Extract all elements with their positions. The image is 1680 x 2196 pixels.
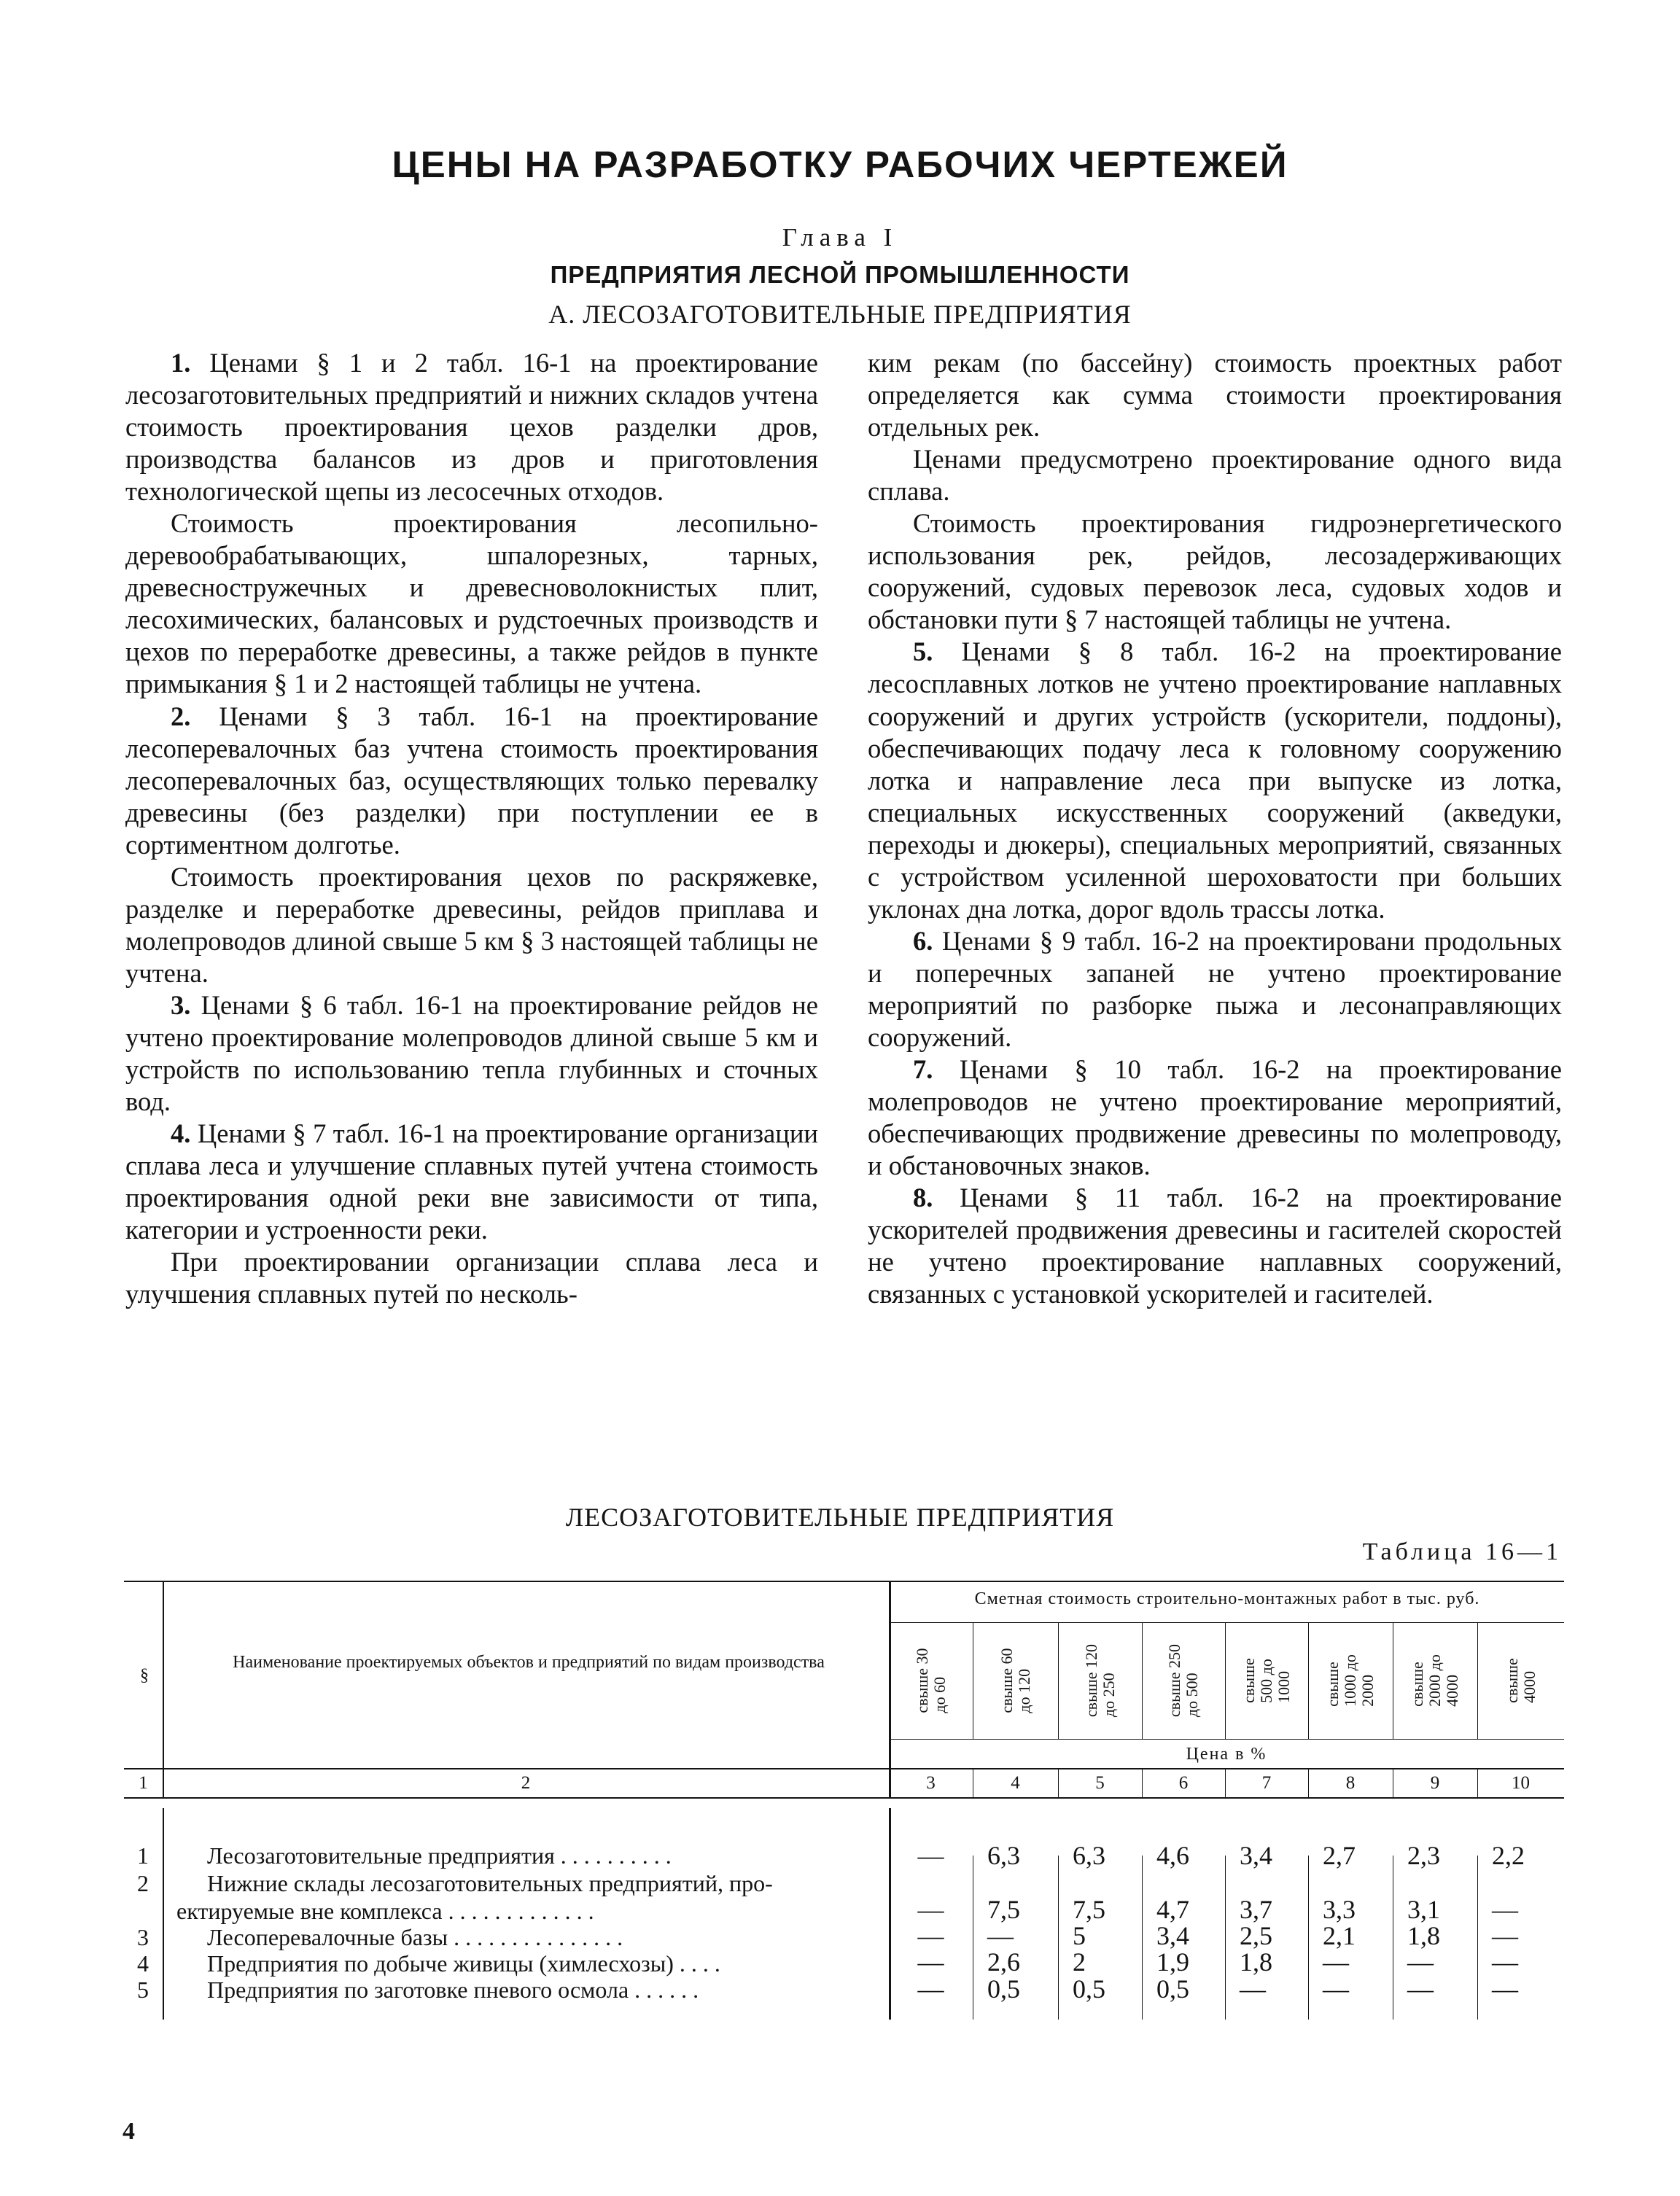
paragraph-number: 5. xyxy=(913,636,933,667)
column-number: 7 xyxy=(1261,1773,1272,1793)
price-value: — xyxy=(1240,1974,1266,2004)
cost-range-header: свыше 30 до 60 xyxy=(912,1648,949,1713)
table-rule xyxy=(889,1581,891,1797)
row-number: 4 xyxy=(137,1950,149,1977)
table-rule xyxy=(163,1808,164,2020)
price-value: 6,3 xyxy=(987,1841,1020,1870)
price-value: 1,8 xyxy=(1240,1947,1272,1977)
price-value: 6,3 xyxy=(1073,1841,1105,1870)
paragraph-number: 8. xyxy=(913,1183,933,1213)
price-value: 3,1 xyxy=(1407,1895,1440,1924)
row-number: 5 xyxy=(137,1977,149,2003)
price-value: 1,8 xyxy=(1407,1921,1440,1950)
price-value: 0,5 xyxy=(1073,1974,1105,2004)
price-value: — xyxy=(1492,1895,1518,1924)
cost-range-header: свыше 4000 xyxy=(1502,1658,1539,1703)
paragraph-header: § xyxy=(140,1666,149,1685)
paragraph-text: Ценами § 9 табл. 16-2 на проектировани продольных и поперечных запаней не учтено проектирование мероприятий по разборке пыжа и лесонаправляющих сооружений. xyxy=(868,925,1562,1052)
paragraph xyxy=(868,636,1562,924)
cost-range-header: свыше 2000 до 4000 xyxy=(1408,1654,1461,1707)
price-value: 3,4 xyxy=(1240,1841,1272,1870)
price-value: 4,7 xyxy=(1156,1895,1189,1924)
cost-range-header: свыше 60 до 120 xyxy=(997,1648,1033,1713)
paragraph-text: Ценами § 7 табл. 16-1 на проектирование организации сплава леса и улучшение сплавных путей учтена стоимость проектирования одной реки вне зависимости от типа, категории и устроенности реки. xyxy=(125,1118,818,1245)
paragraph xyxy=(868,347,1562,443)
column-number: 3 xyxy=(926,1773,936,1793)
price-value: 2,5 xyxy=(1240,1921,1272,1950)
paragraph xyxy=(868,925,1562,1054)
cost-range-header: свыше 1000 до 2000 xyxy=(1323,1654,1377,1707)
price-label: Цена в % xyxy=(1186,1745,1267,1764)
paragraph-text: При проектировании организации сплава леса и улучшения сплавных путей по несколь- xyxy=(125,1247,818,1309)
column-number: 2 xyxy=(521,1773,531,1793)
price-value: — xyxy=(917,1895,944,1924)
price-value: — xyxy=(1323,1974,1349,2004)
section-title: ПРЕДПРИЯТИЯ ЛЕСНОЙ ПРОМЫШЛЕННОСТИ xyxy=(550,261,1130,288)
paragraph-number: 1. xyxy=(171,348,191,378)
cost-range-header: свыше 250 до 500 xyxy=(1165,1643,1201,1718)
paragraph-number: 2. xyxy=(171,701,191,731)
price-value: — xyxy=(1492,1921,1518,1950)
paragraph-text: Ценами § 10 табл. 16-2 на проектирование молепроводов не учтено проектирование мероприятий, обеспечивающих продвижение древесины по молепроводу, и обстановочных знаков. xyxy=(868,1054,1562,1181)
price-value: 7,5 xyxy=(987,1895,1020,1924)
price-value: 3,7 xyxy=(1240,1895,1272,1924)
price-value: 5 xyxy=(1073,1921,1086,1950)
paragraph-number: 6. xyxy=(913,925,933,956)
paragraph-text: Ценами § 8 табл. 16-2 на проектирование лесосплавных лотков не учтено проектирование наплавных сооружений и других устройств (ускорители, поддоны), обеспечивающих подачу леса к головному сооружению лотка и направление леса при выпуске из лотка, специальных искусственных сооружений (акведуки, переходы и дюкеры), специальных мероприятий, связанных с устройством усиленной шероховатости при больших уклонах дна лотка, дорог вдоль трассы лотка. xyxy=(868,636,1562,924)
price-value: 2,6 xyxy=(987,1947,1020,1977)
price-value: — xyxy=(917,1921,944,1950)
paragraph-number: 4. xyxy=(171,1118,191,1149)
price-value: — xyxy=(1407,1974,1434,2004)
price-value: 0,5 xyxy=(987,1974,1020,2004)
paragraph xyxy=(125,701,818,861)
page-title: ЦЕНЫ НА РАЗРАБОТКУ РАБОЧИХ ЧЕРТЕЖЕЙ xyxy=(392,144,1288,185)
paragraph xyxy=(125,347,818,507)
price-value: 1,9 xyxy=(1156,1947,1189,1977)
column-number: 6 xyxy=(1178,1773,1189,1793)
paragraph-text: ким рекам (по бассейну) стоимость проектных работ определяется как сумма стоимости проектирования отдельных рек. xyxy=(868,348,1562,443)
price-value: 3,4 xyxy=(1156,1921,1189,1950)
paragraph xyxy=(868,1182,1562,1310)
table-top-rule xyxy=(124,1581,1564,1582)
row-number: 3 xyxy=(137,1924,149,1950)
price-value: 7,5 xyxy=(1073,1895,1105,1924)
row-number: 2 xyxy=(137,1870,149,1896)
subsection-title: А. ЛЕСОЗАГОТОВИТЕЛЬНЫЕ ПРЕДПРИЯТИЯ xyxy=(548,300,1132,329)
price-value: 2,7 xyxy=(1323,1841,1356,1870)
paragraph xyxy=(868,507,1562,636)
paragraph-number: 7. xyxy=(913,1054,933,1085)
row-name: Предприятия по заготовке пневого осмола . . . . . . xyxy=(207,1977,699,2003)
table-rule xyxy=(889,1622,1564,1623)
row-number: 1 xyxy=(137,1842,149,1869)
paragraph xyxy=(125,861,818,989)
table-rule xyxy=(1142,1622,1143,1739)
price-value: — xyxy=(1323,1947,1349,1977)
price-value: 2,3 xyxy=(1407,1841,1440,1870)
paragraph-text: Ценами § 6 табл. 16-1 на проектирование рейдов не учтено проектирование молепроводов длиной свыше 5 км и устройств по использованию тепла глубинных и сточных вод. xyxy=(125,989,818,1117)
price-value: 2 xyxy=(1073,1947,1086,1977)
paragraph-number: 3. xyxy=(171,989,191,1020)
price-value: 2,2 xyxy=(1492,1841,1525,1870)
table-rule xyxy=(1308,1622,1309,1739)
price-value: 3,3 xyxy=(1323,1895,1356,1924)
price-value: — xyxy=(917,1947,944,1977)
paragraph-text: Стоимость проектирования цехов по раскряжевке, разделке и переработке древесины, рейдов приплава и молепроводов длиной свыше 5 км § 3 настоящей таблицы не учтена. xyxy=(125,861,818,988)
column-number: 1 xyxy=(139,1773,148,1793)
paragraph xyxy=(868,443,1562,507)
table-rule xyxy=(1225,1622,1226,1739)
price-value: — xyxy=(987,1921,1014,1950)
paragraph xyxy=(125,1118,818,1246)
price-value: — xyxy=(1492,1947,1518,1977)
paragraph xyxy=(125,989,818,1118)
row-name: Нижние склады лесозаготовительных предприятий, про- xyxy=(207,1870,773,1896)
price-value: — xyxy=(1492,1974,1518,2004)
cost-header: Сметная стоимость строительно-монтажных работ в тыс. руб. xyxy=(974,1589,1480,1608)
paragraph-text: Стоимость проектирования лесопильно-деревообрабатывающих, шпалорезных, тарных, древесностружечных и древесноволокнистых плит, лесохимических, балансовых и рудстоечных производств и цехов по переработке древесины, а также рейдов в пункте примыкания § 1 и 2 настоящей таблицы не учтена. xyxy=(125,508,818,699)
paragraph xyxy=(125,507,818,700)
price-value: — xyxy=(917,1974,944,2004)
table-heading: ЛЕСОЗАГОТОВИТЕЛЬНЫЕ ПРЕДПРИЯТИЯ xyxy=(565,1503,1115,1532)
column-number: 9 xyxy=(1430,1773,1440,1793)
price-value: 4,6 xyxy=(1156,1841,1189,1870)
table-rule xyxy=(124,1797,1564,1799)
row-name: Лесозаготовительные предприятия . . . . . . . . . . xyxy=(207,1842,672,1869)
paragraph-text: Ценами § 1 и 2 табл. 16-1 на проектирование лесозаготовительных предприятий и нижних складов учтена стоимость проектирования цехов разделки дров, производства балансов из дров и приготовления технологической щепы из лесосечных отходов. xyxy=(125,348,818,507)
table-rule xyxy=(1477,1622,1478,1739)
column-number: 4 xyxy=(1011,1773,1020,1793)
paragraph-text: Ценами § 3 табл. 16-1 на проектирование лесоперевалочных баз учтена стоимость проектирования лесоперевалочных баз, осуществляющих только перевалку древесины (без разделки) при поступлении ее в сортиментном долготье. xyxy=(125,701,818,860)
paragraph-text: Ценами § 11 табл. 16-2 на проектирование ускорителей продвижения древесины и гасителей скоростей не учтено проектирование наплавных сооружений, связанных с установкой ускорителей и гасителей. xyxy=(868,1183,1562,1309)
table-rule xyxy=(1058,1622,1059,1739)
table-rule xyxy=(124,1768,1564,1769)
price-value: 0,5 xyxy=(1156,1974,1189,2004)
paragraph-text: Стоимость проектирования гидроэнергетического использования рек, рейдов, лесозадерживающих сооружений, судовых перевозок леса, судовых ходов и обстановки пути § 7 настоящей таблицы не учтена. xyxy=(868,508,1562,635)
left-text-column xyxy=(125,347,818,1310)
price-value: — xyxy=(917,1841,944,1870)
cost-range-header: свыше 120 до 250 xyxy=(1081,1643,1118,1718)
price-value: — xyxy=(1407,1947,1434,1977)
table-rule xyxy=(163,1581,164,1797)
paragraph xyxy=(868,1054,1562,1182)
chapter-label: Глава I xyxy=(782,223,898,252)
table-number: Таблица 16—1 xyxy=(1362,1538,1562,1565)
object-name-header: Наименование проектируемых объектов и предприятий по видам производства xyxy=(233,1653,825,1672)
row-name: Предприятия по добыче живицы (химлесхозы) . . . . xyxy=(207,1950,720,1977)
page-number: 4 xyxy=(122,2118,135,2145)
column-number: 10 xyxy=(1512,1773,1530,1793)
column-number: 5 xyxy=(1095,1773,1105,1793)
price-value: 2,1 xyxy=(1323,1921,1356,1950)
paragraph-text: Ценами предусмотрено проектирование одного вида сплава. xyxy=(868,444,1562,507)
right-text-column xyxy=(868,347,1562,1310)
row-name: Лесоперевалочные базы . . . . . . . . . . . . . . . xyxy=(207,1924,623,1950)
cost-range-header: свыше 500 до 1000 xyxy=(1240,1658,1293,1703)
column-number: 8 xyxy=(1345,1773,1356,1793)
paragraph xyxy=(125,1246,818,1310)
table-rule xyxy=(889,1739,1564,1740)
row-name-continued: ектируемые вне комплекса . . . . . . . . . . . . . xyxy=(176,1898,594,1924)
